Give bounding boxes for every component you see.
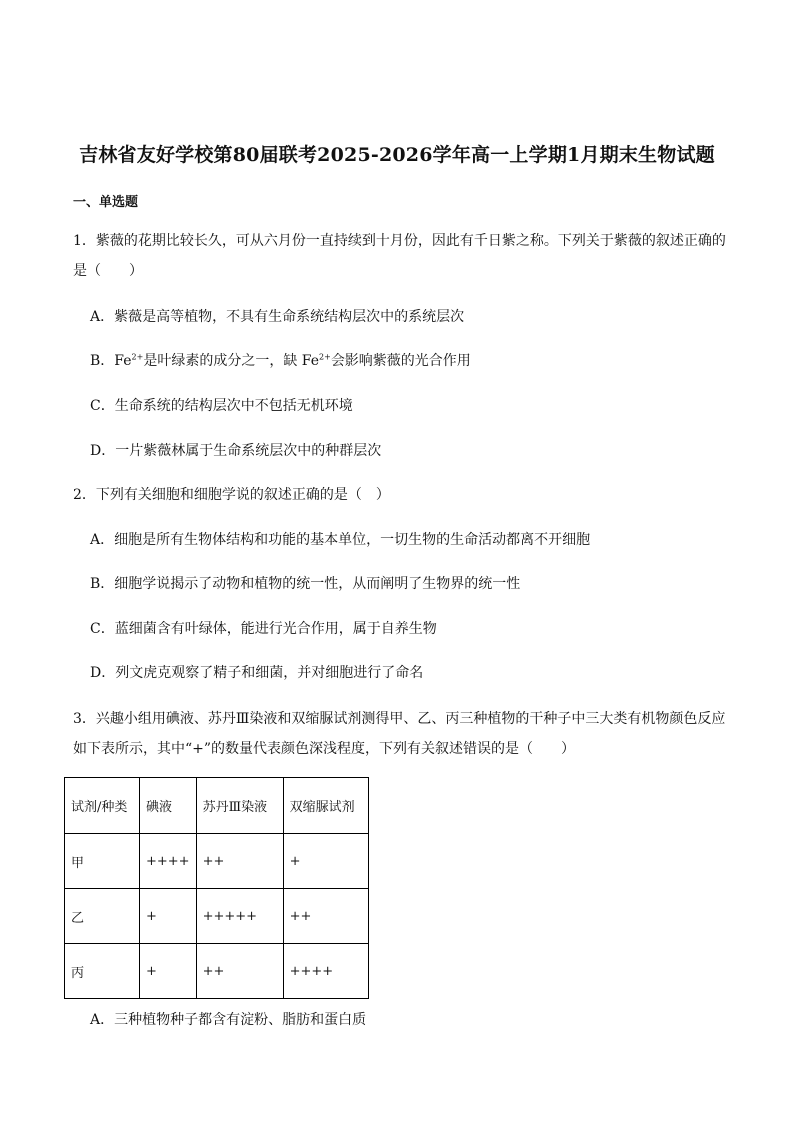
q1-option-b-sup2: 2+ <box>319 352 331 362</box>
q3-stem-line1: 3．兴趣小组用碘液、苏丹Ⅲ染液和双缩脲试剂测得甲、乙、丙三种植物的干种子中三大类有机物颜色反应 <box>73 711 726 727</box>
q2-option-a: A．细胞是所有生物体结构和功能的基本单位，一切生物的生命活动都离不开细胞 <box>90 532 591 548</box>
table-header-cell: 碘液 <box>140 778 197 834</box>
table-cell: 甲 <box>65 834 140 889</box>
page-title: 吉林省友好学校第80届联考2025-2026学年高一上学期1月期末生物试题 <box>79 144 715 166</box>
table-cell: + <box>140 944 197 999</box>
table-cell: ++ <box>196 944 283 999</box>
q1-option-a: A．紫薇是高等植物，不具有生命系统结构层次中的系统层次 <box>90 309 465 325</box>
q1-stem-line2: 是（ ） <box>73 263 143 279</box>
table-cell: ++++ <box>140 834 197 889</box>
table-cell: + <box>283 834 368 889</box>
table-header-cell: 苏丹Ⅲ染液 <box>196 778 283 834</box>
table-row <box>65 944 369 999</box>
q2-option-b: B．细胞学说揭示了动物和植物的统一性，从而阐明了生物界的统一性 <box>90 576 521 592</box>
table-cell: 乙 <box>65 889 140 944</box>
section-heading: 一、单选题 <box>73 195 139 210</box>
table-cell: +++++ <box>196 889 283 944</box>
table-cell: ++ <box>196 834 283 889</box>
table-cell: ++ <box>283 889 368 944</box>
reagent-table <box>64 777 369 999</box>
q1-stem-line1: 1．紫薇的花期比较长久，可从六月份一直持续到十月份，因此有千日紫之称。下列关于紫薇的叙述正确的 <box>73 233 726 249</box>
q2-option-d: D．列文虎克观察了精子和细菌，并对细胞进行了命名 <box>90 665 424 681</box>
q2-option-c: C．蓝细菌含有叶绿体，能进行光合作用，属于自养生物 <box>90 621 437 637</box>
q3-stem-line2: 如下表所示，其中“+”的数量代表颜色深浅程度，下列有关叙述错误的是（ ） <box>73 741 576 757</box>
q1-option-b-text3: 会影响紫薇的光合作用 <box>330 353 471 369</box>
q2-stem: 2．下列有关细胞和细胞学说的叙述正确的是（ ） <box>73 487 390 503</box>
table-row <box>65 834 369 889</box>
table-header-cell: 试剂/种类 <box>65 778 140 834</box>
table-header-row <box>65 778 369 834</box>
table-cell: + <box>140 889 197 944</box>
q3-option-a: A．三种植物种子都含有淀粉、脂肪和蛋白质 <box>90 1012 367 1028</box>
table-row <box>65 889 369 944</box>
table-cell: ++++ <box>283 944 368 999</box>
q1-option-d: D．一片紫薇林属于生命系统层次中的种群层次 <box>90 443 382 459</box>
q1-option-c: C．生命系统的结构层次中不包括无机环境 <box>90 398 353 414</box>
q1-option-b-sup1: 2+ <box>131 352 144 362</box>
q1-option-b <box>90 352 471 370</box>
q1-option-b-text1: B．Fe <box>90 353 132 369</box>
table-cell: 丙 <box>65 944 140 999</box>
table-header-cell: 双缩脲试剂 <box>283 778 368 834</box>
q1-option-b-text2: 是叶绿素的成分之一，缺 Fe <box>143 353 320 369</box>
